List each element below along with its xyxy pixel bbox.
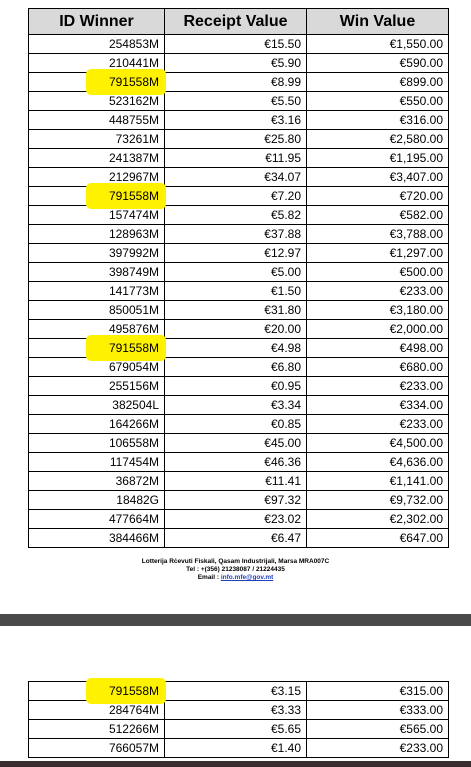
id-winner-cell-text: 512266M bbox=[108, 722, 159, 736]
table-row bbox=[29, 491, 449, 510]
table-row bbox=[29, 682, 449, 701]
win-value-cell-text: €565.00 bbox=[399, 722, 443, 736]
id-winner-cell bbox=[29, 187, 165, 206]
table-row bbox=[29, 282, 449, 301]
win-value-cell bbox=[307, 377, 449, 396]
receipt-value-cell bbox=[165, 301, 307, 320]
table-row bbox=[29, 130, 449, 149]
id-winner-cell-text: 791558M bbox=[108, 341, 159, 355]
win-value-cell bbox=[307, 54, 449, 73]
table-header-row bbox=[29, 9, 449, 35]
id-winner-cell-text: 679054M bbox=[108, 360, 159, 374]
win-value-cell-text: €899.00 bbox=[399, 75, 443, 89]
win-value-cell-text: €582.00 bbox=[399, 208, 443, 222]
receipt-value-cell-text: €6.80 bbox=[270, 360, 301, 374]
id-winner-cell bbox=[29, 339, 165, 358]
receipt-value-cell bbox=[165, 701, 307, 720]
win-value-cell-text: €550.00 bbox=[399, 94, 443, 108]
winners-table-continued bbox=[28, 681, 449, 758]
id-winner-cell-text: 117454M bbox=[109, 455, 159, 469]
win-value-cell-text: €233.00 bbox=[399, 417, 443, 431]
id-winner-cell bbox=[29, 282, 165, 301]
receipt-value-cell-text: €23.02 bbox=[264, 512, 301, 526]
receipt-value-cell bbox=[165, 739, 307, 758]
receipt-value-cell-text: €3.34 bbox=[270, 398, 301, 412]
id-winner-cell bbox=[29, 225, 165, 244]
win-value-cell bbox=[307, 529, 449, 548]
receipt-value-cell bbox=[165, 358, 307, 377]
page-separator bbox=[0, 614, 471, 626]
win-value-cell bbox=[307, 320, 449, 339]
document-footer bbox=[0, 558, 471, 582]
id-winner-cell-text: 255156M bbox=[108, 379, 159, 393]
id-winner-cell-text: 791558M bbox=[108, 189, 159, 203]
id-winner-cell bbox=[29, 35, 165, 54]
receipt-value-cell-text: €3.15 bbox=[270, 684, 301, 698]
win-value-cell-text: €500.00 bbox=[399, 265, 443, 279]
table-row bbox=[29, 73, 449, 92]
receipt-value-cell-text: €97.32 bbox=[264, 493, 301, 507]
receipt-value-cell bbox=[165, 168, 307, 187]
win-value-cell bbox=[307, 206, 449, 225]
receipt-value-cell-text: €31.80 bbox=[264, 303, 301, 317]
win-value-cell bbox=[307, 92, 449, 111]
win-value-cell bbox=[307, 168, 449, 187]
receipt-value-cell-text: €37.88 bbox=[264, 227, 301, 241]
pdf-page-2 bbox=[0, 626, 471, 767]
table-row bbox=[29, 434, 449, 453]
id-winner-cell bbox=[29, 377, 165, 396]
table-row bbox=[29, 720, 449, 739]
table-row bbox=[29, 225, 449, 244]
header-id-winner: ID Winner bbox=[29, 9, 165, 35]
id-winner-cell bbox=[29, 682, 165, 701]
win-value-cell-text: €647.00 bbox=[399, 531, 443, 545]
id-winner-cell bbox=[29, 529, 165, 548]
id-winner-cell-text: 18482G bbox=[116, 493, 159, 507]
receipt-value-cell-text: €15.50 bbox=[264, 37, 301, 51]
id-winner-cell-text: 157474M bbox=[108, 208, 159, 222]
win-value-cell-text: €9,732.00 bbox=[389, 493, 443, 507]
receipt-value-cell bbox=[165, 396, 307, 415]
receipt-value-cell-text: €5.90 bbox=[270, 56, 301, 70]
win-value-cell bbox=[307, 187, 449, 206]
id-winner-cell bbox=[29, 73, 165, 92]
id-winner-cell-text: 791558M bbox=[108, 75, 159, 89]
win-value-cell-text: €4,500.00 bbox=[389, 436, 443, 450]
id-winner-cell-text: 766057M bbox=[108, 741, 159, 755]
receipt-value-cell bbox=[165, 510, 307, 529]
table-row bbox=[29, 301, 449, 320]
receipt-value-cell bbox=[165, 282, 307, 301]
win-value-cell bbox=[307, 739, 449, 758]
receipt-value-cell-text: €5.00 bbox=[270, 265, 301, 279]
id-winner-cell bbox=[29, 301, 165, 320]
id-winner-cell-text: 448755M bbox=[108, 113, 159, 127]
win-value-cell-text: €233.00 bbox=[399, 379, 443, 393]
receipt-value-cell-text: €8.99 bbox=[270, 75, 301, 89]
win-value-cell bbox=[307, 149, 449, 168]
win-value-cell-text: €333.00 bbox=[399, 703, 443, 717]
win-value-cell-text: €1,550.00 bbox=[389, 37, 443, 51]
receipt-value-cell bbox=[165, 529, 307, 548]
win-value-cell bbox=[307, 453, 449, 472]
footer-email-label: Email : bbox=[197, 574, 221, 581]
id-winner-cell-text: 384466M bbox=[108, 531, 159, 545]
receipt-value-cell bbox=[165, 263, 307, 282]
receipt-value-cell-text: €12.97 bbox=[264, 246, 301, 260]
receipt-value-cell bbox=[165, 92, 307, 111]
receipt-value-cell-text: €3.33 bbox=[270, 703, 301, 717]
receipt-value-cell bbox=[165, 73, 307, 92]
win-value-cell-text: €1,195.00 bbox=[389, 151, 443, 165]
footer-email-link[interactable]: info.mfe@gov.mt bbox=[220, 574, 274, 581]
id-winner-cell-text: 128963M bbox=[108, 227, 159, 241]
winners-table-body bbox=[29, 35, 449, 548]
receipt-value-cell bbox=[165, 149, 307, 168]
id-winner-cell bbox=[29, 453, 165, 472]
id-winner-cell-text: 36872M bbox=[115, 474, 159, 488]
id-winner-cell-text: 791558M bbox=[108, 684, 159, 698]
receipt-value-cell bbox=[165, 35, 307, 54]
footer-address: Lotterija Rċevuti Fiskali, Qasam Industrijali, Marsa MRA007C bbox=[141, 558, 330, 565]
receipt-value-cell bbox=[165, 206, 307, 225]
receipt-value-cell bbox=[165, 244, 307, 263]
id-winner-cell bbox=[29, 434, 165, 453]
win-value-cell-text: €233.00 bbox=[399, 741, 443, 755]
receipt-value-cell-text: €46.36 bbox=[264, 455, 301, 469]
win-value-cell-text: €3,407.00 bbox=[389, 170, 443, 184]
id-winner-cell-text: 477664M bbox=[108, 512, 159, 526]
table-row bbox=[29, 111, 449, 130]
id-winner-cell bbox=[29, 415, 165, 434]
win-value-cell bbox=[307, 720, 449, 739]
receipt-value-cell bbox=[165, 187, 307, 206]
id-winner-cell-text: 210441M bbox=[108, 56, 159, 70]
receipt-value-cell-text: €11.95 bbox=[265, 151, 301, 165]
win-value-cell bbox=[307, 510, 449, 529]
id-winner-cell bbox=[29, 130, 165, 149]
win-value-cell-text: €3,180.00 bbox=[389, 303, 443, 317]
win-value-cell-text: €1,141.00 bbox=[389, 474, 443, 488]
win-value-cell bbox=[307, 225, 449, 244]
receipt-value-cell bbox=[165, 415, 307, 434]
win-value-cell bbox=[307, 263, 449, 282]
id-winner-cell bbox=[29, 149, 165, 168]
id-winner-cell bbox=[29, 510, 165, 529]
table-row bbox=[29, 35, 449, 54]
receipt-value-cell bbox=[165, 453, 307, 472]
id-winner-cell bbox=[29, 491, 165, 510]
receipt-value-cell-text: €4.98 bbox=[270, 341, 301, 355]
receipt-value-cell-text: €7.20 bbox=[270, 189, 301, 203]
table-row bbox=[29, 244, 449, 263]
receipt-value-cell bbox=[165, 339, 307, 358]
win-value-cell bbox=[307, 111, 449, 130]
id-winner-cell-text: 523162M bbox=[108, 94, 159, 108]
win-value-cell-text: €315.00 bbox=[399, 684, 443, 698]
win-value-cell-text: €680.00 bbox=[399, 360, 443, 374]
win-value-cell bbox=[307, 73, 449, 92]
table-row bbox=[29, 339, 449, 358]
receipt-value-cell-text: €3.16 bbox=[270, 113, 301, 127]
win-value-cell-text: €2,302.00 bbox=[389, 512, 443, 526]
win-value-cell bbox=[307, 491, 449, 510]
receipt-value-cell bbox=[165, 682, 307, 701]
id-winner-cell-text: 382504L bbox=[112, 398, 159, 412]
win-value-cell-text: €334.00 bbox=[399, 398, 443, 412]
table-row bbox=[29, 263, 449, 282]
id-winner-cell-text: 398749M bbox=[108, 265, 159, 279]
win-value-cell bbox=[307, 282, 449, 301]
receipt-value-cell bbox=[165, 720, 307, 739]
receipt-value-cell-text: €11.41 bbox=[265, 474, 301, 488]
win-value-cell bbox=[307, 434, 449, 453]
win-value-cell bbox=[307, 396, 449, 415]
id-winner-cell-text: 212967M bbox=[108, 170, 159, 184]
id-winner-cell bbox=[29, 739, 165, 758]
receipt-value-cell bbox=[165, 434, 307, 453]
win-value-cell bbox=[307, 301, 449, 320]
id-winner-cell bbox=[29, 472, 165, 491]
id-winner-cell-text: 850051M bbox=[108, 303, 159, 317]
id-winner-cell-text: 254853M bbox=[108, 37, 159, 51]
win-value-cell bbox=[307, 339, 449, 358]
table-row bbox=[29, 472, 449, 491]
win-value-cell bbox=[307, 130, 449, 149]
table-row bbox=[29, 396, 449, 415]
receipt-value-cell bbox=[165, 225, 307, 244]
win-value-cell-text: €1,297.00 bbox=[389, 246, 443, 260]
receipt-value-cell-text: €1.50 bbox=[270, 284, 301, 298]
receipt-value-cell-text: €5.65 bbox=[270, 722, 301, 736]
win-value-cell-text: €233.00 bbox=[399, 284, 443, 298]
id-winner-cell-text: 284764M bbox=[108, 703, 159, 717]
receipt-value-cell-text: €45.00 bbox=[264, 436, 301, 450]
receipt-value-cell bbox=[165, 54, 307, 73]
receipt-value-cell bbox=[165, 377, 307, 396]
win-value-cell bbox=[307, 701, 449, 720]
receipt-value-cell-text: €25.80 bbox=[264, 132, 301, 146]
id-winner-cell-text: 495876M bbox=[108, 322, 159, 336]
win-value-cell-text: €2,580.00 bbox=[389, 132, 443, 146]
id-winner-cell-text: 397992M bbox=[108, 246, 159, 260]
footer-email-line bbox=[0, 574, 471, 582]
receipt-value-cell-text: €34.07 bbox=[264, 170, 301, 184]
receipt-value-cell-text: €0.95 bbox=[270, 379, 301, 393]
header-receipt-value: Receipt Value bbox=[165, 9, 307, 35]
receipt-value-cell bbox=[165, 320, 307, 339]
win-value-cell bbox=[307, 35, 449, 54]
receipt-value-cell-text: €6.47 bbox=[270, 531, 301, 545]
receipt-value-cell-text: €5.82 bbox=[270, 208, 301, 222]
id-winner-cell bbox=[29, 720, 165, 739]
win-value-cell bbox=[307, 472, 449, 491]
footer-phone: Tel : +(356) 21238087 / 21224435 bbox=[186, 566, 285, 573]
win-value-cell-text: €316.00 bbox=[399, 113, 443, 127]
receipt-value-cell-text: €0.85 bbox=[270, 417, 301, 431]
id-winner-cell bbox=[29, 111, 165, 130]
id-winner-cell-text: 241387M bbox=[108, 151, 159, 165]
table-row bbox=[29, 187, 449, 206]
win-value-cell bbox=[307, 358, 449, 377]
winners-table-continued-body bbox=[29, 682, 449, 758]
table-row bbox=[29, 415, 449, 434]
bottom-edge-bar bbox=[0, 761, 471, 767]
win-value-cell-text: €590.00 bbox=[399, 56, 443, 70]
table-row bbox=[29, 453, 449, 472]
id-winner-cell-text: 164266M bbox=[108, 417, 159, 431]
header-win-value: Win Value bbox=[307, 9, 449, 35]
id-winner-cell bbox=[29, 263, 165, 282]
win-value-cell bbox=[307, 682, 449, 701]
id-winner-cell bbox=[29, 396, 165, 415]
win-value-cell-text: €498.00 bbox=[399, 341, 443, 355]
win-value-cell-text: €4,636.00 bbox=[389, 455, 443, 469]
table-row bbox=[29, 149, 449, 168]
win-value-cell-text: €2,000.00 bbox=[389, 322, 443, 336]
id-winner-cell-text: 73261M bbox=[115, 132, 159, 146]
id-winner-cell-text: 106558M bbox=[108, 436, 159, 450]
receipt-value-cell bbox=[165, 491, 307, 510]
win-value-cell bbox=[307, 244, 449, 263]
receipt-value-cell-text: €1.40 bbox=[270, 741, 301, 755]
win-value-cell-text: €720.00 bbox=[399, 189, 443, 203]
table-row bbox=[29, 529, 449, 548]
receipt-value-cell-text: €5.50 bbox=[270, 94, 301, 108]
table-row bbox=[29, 739, 449, 758]
id-winner-cell bbox=[29, 244, 165, 263]
id-winner-cell-text: 141773M bbox=[108, 284, 159, 298]
winners-table bbox=[28, 8, 449, 548]
receipt-value-cell-text: €20.00 bbox=[264, 322, 301, 336]
receipt-value-cell bbox=[165, 111, 307, 130]
receipt-value-cell bbox=[165, 472, 307, 491]
table-row bbox=[29, 510, 449, 529]
win-value-cell-text: €3,788.00 bbox=[389, 227, 443, 241]
receipt-value-cell bbox=[165, 130, 307, 149]
win-value-cell bbox=[307, 415, 449, 434]
table-row bbox=[29, 377, 449, 396]
